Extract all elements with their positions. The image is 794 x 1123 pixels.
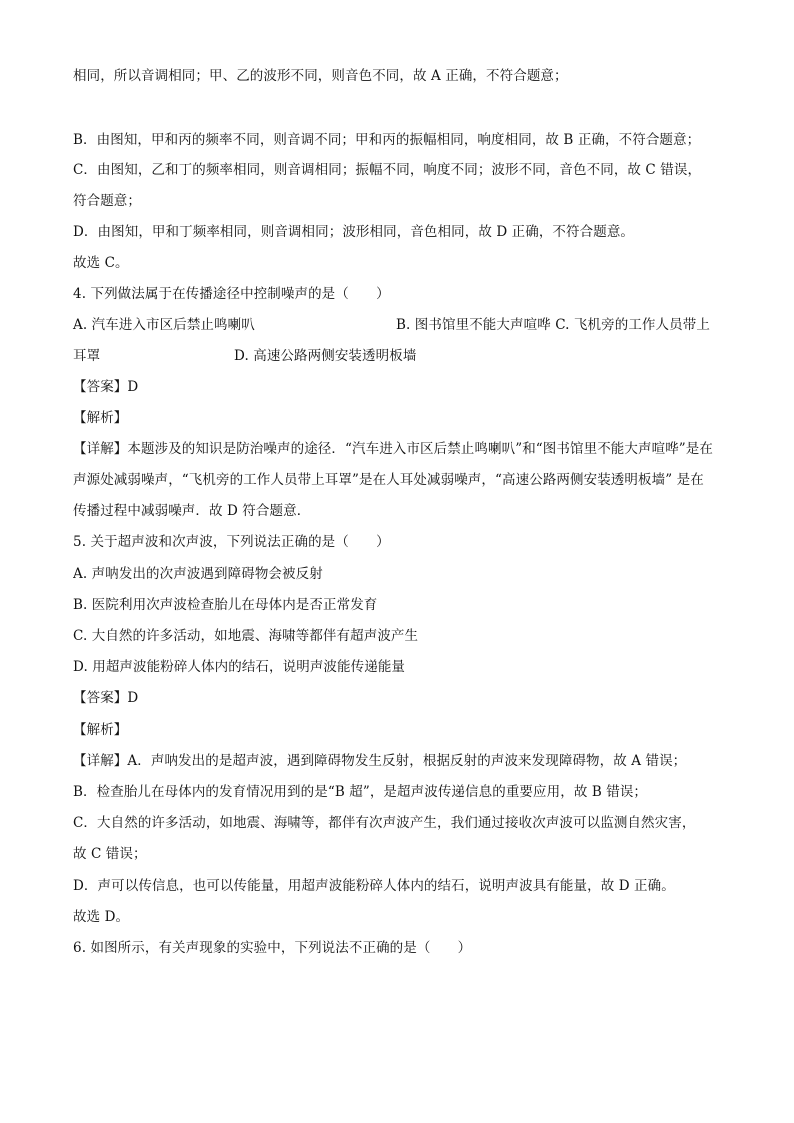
question-5-detail-b: B．检查胎儿在母体内的发育情况用到的是“B 超”，是超声波传递信息的重要应用，故 B 错误； — [73, 784, 648, 800]
question-5-detail-c-cont: 故 C 错误； — [73, 846, 147, 862]
prev-option-d-explanation: D．由图知，甲和丁频率相同，则音调相同；波形相同，音色相同，故 D 正确，不符合题意。 — [73, 224, 635, 240]
question-5-option-c: C. 大自然的许多活动，如地震、海啸等都伴有超声波产生 — [73, 628, 419, 644]
prev-conclusion: 故选 C。 — [73, 255, 129, 271]
question-5-conclusion: 故选 D。 — [73, 909, 130, 925]
question-4-detail-line-1: 【详解】本题涉及的知识是防治噪声的途径．“汽车进入市区后禁止鸣喇叭”和“图书馆里不能大声喧哗”是在 — [73, 441, 714, 457]
question-4-options-row — [73, 315, 733, 335]
question-4-option-b-c: B. 图书馆里不能大声喧哗 C. 飞机旁的工作人员带上 — [396, 317, 710, 333]
question-4-analysis-heading: 【解析】 — [73, 410, 128, 426]
question-4-option-c-cont: 耳罩 — [73, 348, 101, 364]
question-4-detail-line-2: 声源处减弱噪声，“飞机旁的工作人员带上耳罩”是在人耳处减弱噪声，“高速公路两侧安装透明板墙” 是在 — [73, 472, 704, 488]
question-4-option-a: A. 汽车进入市区后禁止鸣喇叭 — [73, 317, 255, 333]
question-5-option-b: B. 医院利用次声波检查胎儿在母体内是否正常发育 — [73, 597, 378, 613]
question-4-option-d: D. 高速公路两侧安装透明板墙 — [234, 348, 417, 364]
question-5-detail-d: D．声可以传信息，也可以传能量，用超声波能粉碎人体内的结石，说明声波具有能量，故 D 正确。 — [73, 878, 675, 894]
question-6-stem: 6. 如图所示，有关声现象的实验中，下列说法不正确的是（ ） — [73, 940, 472, 956]
question-5-analysis-heading: 【解析】 — [73, 722, 128, 738]
prev-explanation-line: 相同，所以音调相同；甲、乙的波形不同，则音色不同，故 A 正确，不符合题意； — [73, 68, 568, 84]
question-4-answer: 【答案】D — [73, 379, 139, 395]
prev-option-b-explanation: B．由图知，甲和丙的频率不同，则音调不同；甲和丙的振幅相同，响度相同，故 B 正确，不符合题意； — [73, 132, 701, 148]
question-5-stem: 5. 关于超声波和次声波，下列说法正确的是（ ） — [73, 534, 390, 550]
question-5-option-d: D. 用超声波能粉碎人体内的结石，说明声波能传递能量 — [73, 659, 406, 675]
question-5-detail-c: C．大自然的许多活动，如地震、海啸等，都伴有次声波产生，我们通过接收次声波可以监测自然灾害， — [73, 815, 696, 831]
prev-option-c-explanation-cont: 符合题意； — [73, 193, 141, 209]
question-5-detail-a: 【详解】A．声呐发出的是超声波，遇到障碍物发生反射，根据反射的声波来发现障碍物，故 A 错误； — [73, 753, 687, 769]
question-4-stem: 4. 下列做法属于在传播途径中控制噪声的是（ ） — [73, 286, 390, 302]
question-5-option-a: A. 声呐发出的次声波遇到障碍物会被反射 — [73, 566, 323, 582]
question-5-answer: 【答案】D — [73, 690, 139, 706]
question-4-options-row-2 — [73, 346, 733, 366]
question-4-detail-line-3: 传播过程中减弱噪声．故 D 符合题意． — [73, 503, 311, 519]
prev-option-c-explanation: C．由图知，乙和丁的频率相同，则音调相同；振幅不同，响度不同；波形不同，音色不同，故 C 错误， — [73, 162, 702, 178]
